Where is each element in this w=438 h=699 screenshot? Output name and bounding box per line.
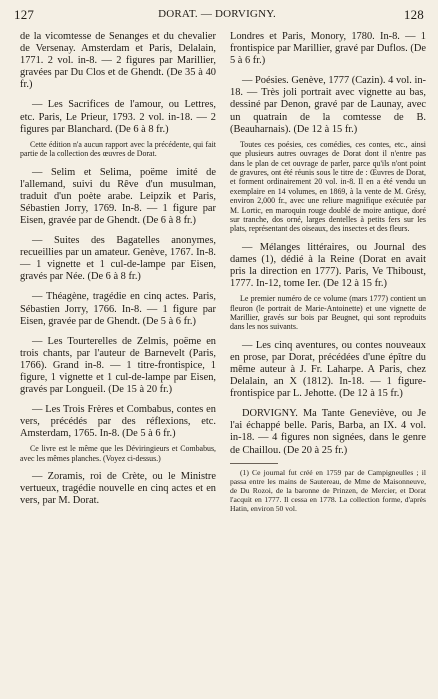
page-number-right: 128 — [403, 7, 424, 22]
entry-paragraph: — Les Trois Frères et Combabus, contes en vers, précédés par des réflexions, etc. Amsterdam, 1765. In-8. (De 5 à 6 fr.) — [20, 404, 216, 440]
entry-paragraph: de la vicomtesse de Senanges et du chevalier de Versenay. Amsterdam et Paris, Delalain, 1771. 2 vol. in-8. — 2 figures par Marillier, gravées par Du Clos et de Ghendt. (De 35 à 40 fr.) — [20, 31, 216, 91]
footnote: (1) Ce journal fut créé en 1759 par de Campigneulles ; il passa entre les mains de Sautereau, de Mme de Maisonneuve, de Du Rozoi, de la baronne de Prinzen, de Mercier, et Dorat l'acquit en 1777. Il cessa en 1778. La collection forme, d'après Hatin, environ 50 vol. — [230, 467, 426, 513]
entry-paragraph: — Les Tourterelles de Zelmis, poëme en trois chants, par l'auteur de Barnevelt (Paris, 1766). Grand in-8. — 1 titre-frontispice, 1 figure, 1 vignette et 1 cul-de-lampe par Eisen, gravés par Longueil. (De 15 à 20 fr.) — [20, 335, 216, 396]
entry-paragraph: — Selim et Selima, poëme imité de l'allemand, suivi du Rêve d'un musulman, traduit d'un poète arabe. Leipzik et Paris, Sébastien Jorry, 1769. In-8. — 1 figure par Eisen, gravée par de Ghendt. (De 6 à 8 fr.) — [20, 166, 216, 226]
note-paragraph: Le premier numéro de ce volume (mars 1777) contient un fleuron (le portrait de Marie-Antoinette) et une vignette de Marillier, gravés sur bois par Beugnet, qui sont reproduits dans les nos suivants. — [230, 294, 426, 332]
note-paragraph: Ce livre est le même que les Déviringieurs et Combabus, avec les mêmes planches. (Voyez ci-dessus.) — [20, 444, 216, 463]
footnote-divider — [230, 463, 278, 464]
right-column — [230, 31, 426, 513]
entry-paragraph: — Mélanges littéraires, ou Journal des dames (1), dédié à la Reine (Dorat en avait pris la direction en 1777). Paris, Ve Thiboust, 1777. In-12, tome Ier. (De 12 à 15 fr.) — [230, 241, 426, 290]
left-column — [20, 31, 216, 512]
entry-paragraph: — Zoramis, roi de Crète, ou le Ministre vertueux, tragédie nouvelle en cinq actes et en vers, par M. Dorat. — [20, 471, 216, 507]
entry-paragraph: Londres et Paris, Monory, 1780. In-8. — 1 frontispice par Marillier, gravé par Duflos. (De 5 à 6 fr.) — [230, 31, 426, 67]
note-paragraph: Toutes ces poésies, ces comédies, ces contes, etc., ainsi que plusieurs autres ouvrages de Dorat dont il n'entre pas dans le plan de cet ouvrage de parler, parce qu'ils n'ont point de gravures, ont été réunis sous le titre de : Œuvres de Dorat, et forment ordinairement 20 vol. in-8. Il en a été vendu un exemplaire en 14 volumes, en 1869, à la vente de M. Grésy, environ 2,000 fr., avec une reliure magnifique exécutée par M. Lortic, en maroquin rouge doublé de moire antique, doré sur tranche, dos orné, larges dentelles à petits fers sur les plats, représentant des oiseaux, des insectes et des fleurs. — [230, 139, 426, 234]
page-number-left: 127 — [14, 7, 35, 22]
entry-paragraph: — Théagène, tragédie en cinq actes. Paris, Sébastien Jorry, 1766. In-8. — 1 figure par Eisen, gravée par de Ghendt. (De 5 à 6 fr.) — [20, 291, 216, 327]
running-title: DORAT. — DORVIGNY. — [158, 8, 276, 20]
running-header — [10, 7, 424, 25]
dorvigny-entry: DORVIGNY. Ma Tante Geneviève, ou Je l'ai échappé belle. Paris, Barba, an IX. 4 vol. in-18. — 4 figures non signées, dans le genre de Chaillou. (De 20 à 25 fr.) — [230, 408, 426, 456]
entry-paragraph: — Poésies. Genève, 1777 (Cazin). 4 vol. in-18. — Très joli portrait avec vignette au bas, dessiné par Denon, gravé par de Launay, avec un quatrain de la comtesse de B. (Beauharnais). (De 12 à 15 fr.) — [230, 75, 426, 135]
entry-paragraph: — Suites des Bagatelles anonymes, recueillies par un amateur. Genève, 1767. In-8. — 1 vignette et 1 cul-de-lampe par Eisen, gravés par Née. (De 6 à 8 fr.) — [20, 235, 216, 283]
note-paragraph: Cette édition n'a aucun rapport avec la précédente, qui fait partie de la collection des œuvres de Dorat. — [20, 139, 216, 159]
entry-paragraph: — Les cinq aventures, ou contes nouveaux en prose, par Dorat, précédées d'une épître du même auteur à J. Fr. Laharpe. A Paris, chez Delalain, an X (1812). In-18. — 1 figure-frontispice par L. Jehotte. (De 12 à 15 fr.) — [230, 339, 426, 400]
entry-paragraph: — Les Sacrifices de l'amour, ou Lettres, etc. Paris, Le Prieur, 1793. 2 vol. in-18. — 2 figures par Blanchard. (De 6 à 8 fr.) — [20, 99, 216, 135]
